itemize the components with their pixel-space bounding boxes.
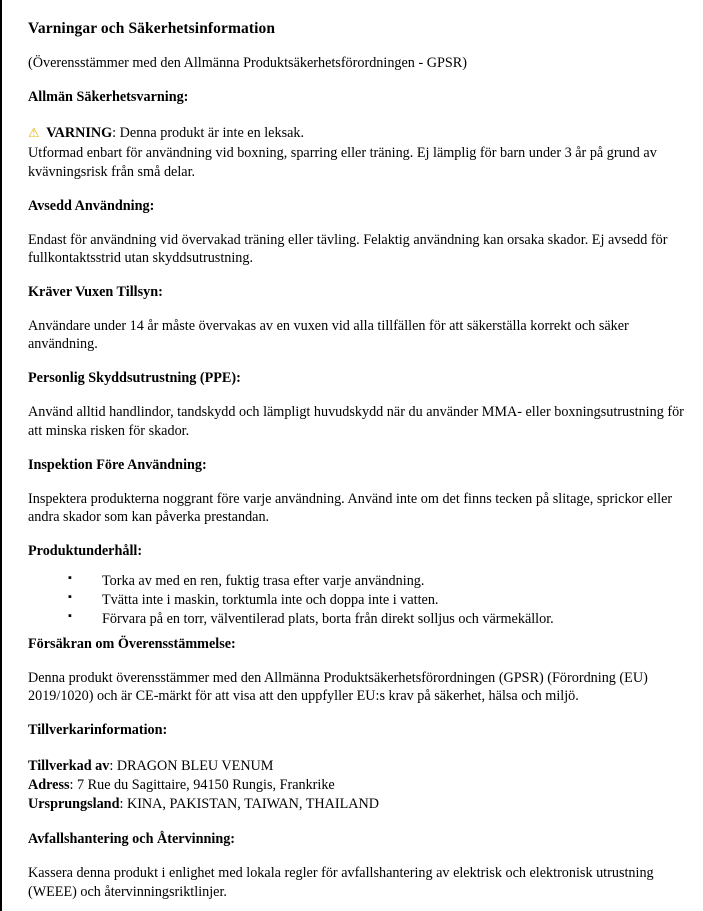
left-margin-rule	[0, 0, 2, 911]
section-heading-declaration: Försäkran om Överensstämmelse:	[28, 635, 236, 652]
ppe-body: Använd alltid handlindor, tandskydd och lämpligt huvudskydd när du använder MMA- eller boxningsutrustning för att minska risken för skador.	[28, 404, 684, 439]
warning-body: Utformad enbart för användning vid boxning, sparring eller träning. Ej lämplig för barn under 3 år på grund av kvävningsrisk från små delar.	[28, 145, 657, 180]
section-heading-disposal: Avfallshantering och Återvinning:	[28, 831, 236, 848]
origin-value: : KINA, PAKISTAN, TAIWAN, THAILAND	[119, 796, 379, 813]
list-item: ▪ Torka av med en ren, fuktig trasa efter varje användning.	[68, 572, 687, 591]
manufacturer-value: : DRAGON BLEU VENUM	[109, 757, 274, 774]
page-title: Varningar och Säkerhetsinformation	[28, 20, 276, 37]
section-heading-ppe: Personlig Skyddsutrustning (PPE):	[28, 370, 241, 387]
adult-supervision-body: Användare under 14 år måste övervakas av en vuxen vid alla tillfällen för att säkerställa korrekt och säker användning.	[28, 318, 629, 353]
manufacturer-label: Tillverkad av	[28, 757, 110, 774]
warning-text: : Denna produkt är inte en leksak.	[112, 125, 305, 142]
warning-triangle-icon: ⚠	[28, 125, 40, 141]
list-item: ▪ Tvätta inte i maskin, torktumla inte och doppa inte i vatten.	[68, 591, 687, 610]
origin-line	[28, 795, 687, 814]
intended-use-body: Endast för användning vid övervakad träning eller tävling. Felaktig användning kan orsaka skador. Ej avsedd för fullkontaktsstrid utan skyddsutrustning.	[28, 231, 668, 266]
disposal-body: Kassera denna produkt i enlighet med lokala regler för avfallshantering av elektrisk och elektronisk utrustning (WEEE) och återvinningsriktlinjer.	[28, 865, 654, 900]
warning-callout	[28, 124, 687, 142]
address-line	[28, 776, 687, 795]
address-label: Adress	[28, 777, 70, 794]
declaration-body: Denna produkt överensstämmer med den Allmänna Produktsäkerhetsförordningen (GPSR) (Förordning (EU) 2019/1020) och är CE-märkt för att visa att den uppfyller EU:s krav på säkerhet, hälsa och miljö.	[28, 669, 648, 704]
section-heading-manufacturer: Tillverkarinformation:	[28, 721, 168, 738]
origin-label: Ursprungsland	[28, 796, 120, 813]
section-heading-intended-use: Avsedd Användning:	[28, 197, 155, 214]
warning-label: VARNING	[46, 125, 113, 142]
manufacturer-line	[28, 757, 687, 776]
section-heading-adult-supervision: Kräver Vuxen Tillsyn:	[28, 284, 163, 301]
inspection-body: Inspektera produkterna noggrant före varje användning. Använd inte om det finns tecken på slitage, sprickor eller andra skador som kan påverka prestandan.	[28, 490, 673, 525]
document-subtitle: (Överensstämmer med den Allmänna Produktsäkerhetsförordningen - GPSR)	[28, 55, 467, 71]
section-heading-general-safety: Allmän Säkerhetsvarning:	[28, 89, 189, 106]
list-item: ▪ Förvara på en torr, välventilerad plats, borta från direkt solljus och värmekällor.	[68, 610, 687, 629]
address-value: : 7 Rue du Sagittaire, 94150 Rungis, Frankrike	[69, 777, 335, 794]
section-heading-maintenance: Produktunderhåll:	[28, 543, 143, 560]
maintenance-list	[28, 572, 687, 630]
section-heading-inspection: Inspektion Före Användning:	[28, 456, 207, 473]
manufacturer-details	[28, 757, 687, 815]
